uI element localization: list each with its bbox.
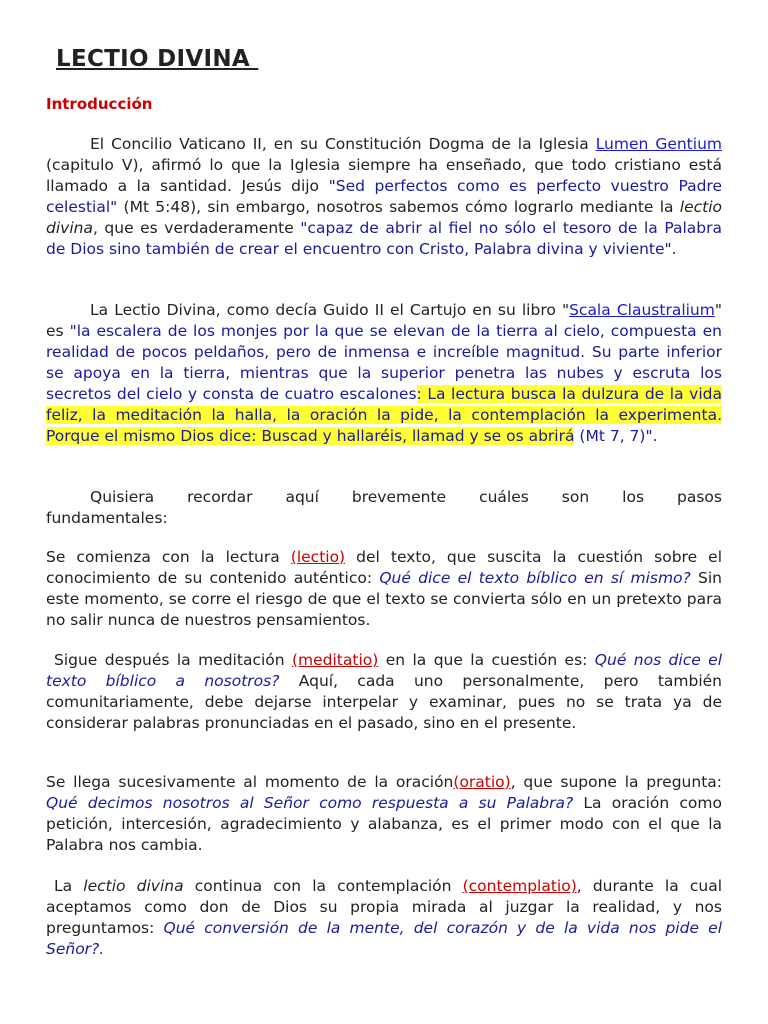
p4-text-3: Sin este momento, se corre el riesgo de que el texto se convierta sólo en un pretexto para no salir nunca de nuestros pensamientos. (46, 569, 722, 629)
lectio-term: (lectio) (290, 548, 346, 566)
p4-text-1: Se comienza con la lectura (46, 548, 291, 566)
meditatio-term: (meditatio) (291, 651, 379, 669)
paragraph-concilio (46, 134, 722, 260)
document-title: LECTIO DIVINA (56, 46, 259, 72)
p1-quote-2: "capaz de abrir al fiel no sólo el tesoro de la Palabra de Dios sino también de crear el encuentro con Cristo, Palabra divina y viviente" (46, 219, 722, 258)
p2-text-2: " es (46, 301, 722, 340)
p4-question: Qué dice el texto bíblico en sí mismo? (379, 569, 691, 587)
scala-claustralium-link[interactable]: Scala Claustralium (569, 301, 715, 319)
p2-quote-1: "la escalera de los monjes por la que se elevan de la tierra al cielo, compuesta en realidad de pocos peldaños, pero de inmensa e increíble magnitud. Su parte inferior se apoya en la tierra, mientras que la superior penetra las nubes y escruta los secretos del cielo y consta de cuatro escalones (46, 322, 722, 403)
p7-text-2: continua con la contemplación (183, 877, 463, 895)
p1-text-2: (capitulo V), afirmó lo que la Iglesia siempre ha enseñado, que todo cristiano está llamado a la santidad. Jesús dijo (46, 156, 722, 195)
paragraph-guido (46, 300, 722, 447)
p2-text-1: La Lectio Divina, como decía Guido II el Cartujo en su libro " (90, 301, 570, 319)
p7-italic-lectio: lectio divina (83, 877, 184, 895)
p1-quote-1: "Sed perfectos como es perfecto vuestro Padre celestial" (46, 177, 722, 216)
p7-text-3: , durante la cual aceptamos como don de Dios su propia mirada al juzgar la realidad, y nos preguntamos: (46, 877, 723, 937)
p5-text-2: en la que la cuestión es: (378, 651, 595, 669)
p2-highlighted-quote: : La lectura busca la dulzura de la vida feliz, la meditación la halla, la oración la pide, la contemplación la experimenta. Porque el mismo Dios dice: Buscad y hallaréis, llamad y se os abrirá (46, 385, 722, 445)
section-heading: Introducción (46, 95, 153, 113)
p1-italic-lectio: lectio divina (46, 198, 722, 237)
p1-text-3: (Mt 5:48), sin embargo, nosotros sabemos cómo lograrlo mediante la (117, 198, 680, 216)
paragraph-contemplatio (46, 876, 722, 960)
p6-text-1: Se llega sucesivamente al momento de la oración (46, 773, 454, 791)
p1-text-1: El Concilio Vaticano II, en su Constitución Dogma de la Iglesia (90, 135, 596, 153)
p2-quote-2: (Mt 7, 7)". (574, 427, 658, 445)
p6-text-3: La oración como petición, intercesión, agradecimiento y alabanza, es el primer modo con el que la Palabra nos cambia. (46, 794, 722, 854)
p6-question: Qué decimos nosotros al Señor como respuesta a su Palabra? (46, 794, 574, 812)
p7-question: Qué conversión de la mente, del corazón y de la vida nos pide el Señor?. (46, 919, 722, 958)
contemplatio-term: (contemplatio) (462, 877, 577, 895)
p6-text-2: , que supone la pregunta: (510, 773, 722, 791)
paragraph-pasos: Quisiera recordar aquí brevemente cuáles son los pasos fundamentales: (46, 488, 722, 527)
paragraph-meditatio (46, 650, 722, 734)
p7-text-1: La (54, 877, 84, 895)
p1-text-5: . (671, 240, 677, 258)
p5-text-1: Sigue después la meditación (54, 651, 292, 669)
p4-text-2: del texto, que suscita la cuestión sobre el conocimiento de su contenido auténtico: (46, 548, 722, 587)
paragraph-oratio (46, 772, 722, 856)
p5-question: Qué nos dice el texto bíblico a nosotros? (46, 651, 722, 690)
oratio-term: (oratio) (453, 773, 511, 791)
paragraph-lectio (46, 547, 722, 631)
p1-text-4: , que es verdaderamente (92, 219, 301, 237)
lumen-gentium-link[interactable]: Lumen Gentium (595, 135, 722, 153)
p5-text-3: Aquí, cada uno personalmente, pero también comunitariamente, debe dejarse interpelar y examinar, pues no se trata ya de considerar palabras pronunciadas en el pasado, sino en el presente. (46, 672, 722, 732)
